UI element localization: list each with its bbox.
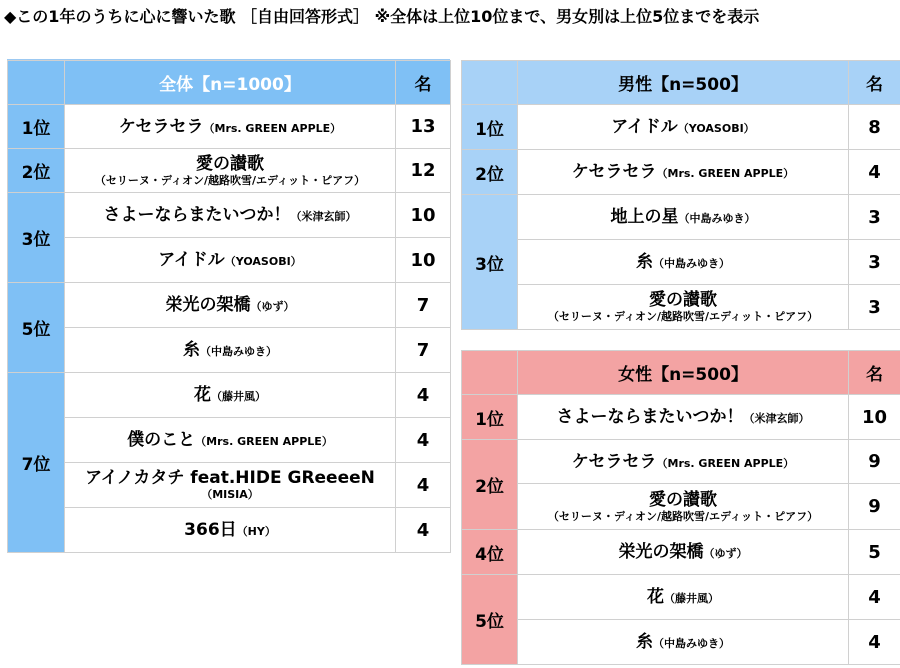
rank-header-cell (462, 351, 518, 395)
count-cell: 4 (396, 418, 451, 463)
male-ranking-table (461, 60, 900, 330)
song-title: 愛の讃歌 (196, 153, 264, 174)
count-cell: 4 (849, 150, 900, 195)
table-row (8, 463, 451, 508)
count-header: 名 (849, 351, 900, 395)
count-cell: 10 (849, 395, 900, 440)
rank-cell: 2位 (462, 150, 518, 195)
song-title: 糸 (636, 632, 653, 652)
song-title: 花 (194, 385, 211, 405)
song-title: ケセラセラ (571, 162, 657, 182)
overall-ranking-table (7, 60, 451, 553)
female-header: 女性【n=500】 (518, 351, 849, 395)
song-artist: （YOASOBI） (677, 122, 755, 135)
song-cell (518, 620, 849, 665)
song-cell (518, 484, 849, 530)
rank-cell: 7位 (8, 373, 65, 553)
table-header-row (462, 61, 900, 105)
song-title: さよーならまたいつか！ (556, 407, 744, 427)
count-header: 名 (396, 61, 451, 105)
song-title: アイドル (611, 117, 678, 137)
song-cell (65, 328, 396, 373)
count-cell: 12 (396, 149, 451, 193)
song-title: 愛の讃歌 (649, 290, 717, 310)
song-artist: （セリーヌ・ディオン/越路吹雪/エディット・ピアフ） (547, 509, 819, 523)
song-cell (65, 418, 396, 463)
table-row (462, 440, 900, 484)
table-header-row (8, 61, 451, 105)
song-artist: （Mrs. GREEN APPLE） (656, 167, 795, 180)
song-title: 僕のこと (127, 430, 196, 450)
count-cell: 3 (849, 240, 900, 285)
count-cell: 4 (396, 508, 451, 553)
count-cell: 7 (396, 328, 451, 373)
song-artist: （藤井風） (211, 390, 266, 403)
table-row (462, 105, 900, 150)
female-ranking-table (461, 350, 900, 665)
count-cell: 5 (849, 530, 900, 575)
song-artist: （中島みゆき） (653, 637, 730, 650)
rank-cell: 5位 (8, 283, 65, 373)
song-title: 愛の讃歌 (649, 489, 717, 510)
song-artist: （藤井風） (664, 592, 719, 605)
song-cell (518, 195, 849, 240)
count-header: 名 (849, 61, 900, 105)
song-cell (518, 395, 849, 440)
table-row (462, 240, 900, 285)
table-row (8, 149, 451, 193)
table-header-row (462, 351, 900, 395)
song-cell (65, 508, 396, 553)
rank-cell: 4位 (462, 530, 518, 575)
count-cell: 4 (849, 575, 900, 620)
song-artist: （ゆず） (703, 547, 748, 560)
rank-cell: 2位 (8, 149, 65, 193)
rank-cell: 1位 (462, 105, 518, 150)
rank-header-cell (8, 61, 65, 105)
count-cell: 4 (396, 373, 451, 418)
song-artist: （中島みゆき） (653, 257, 730, 270)
song-title: アイノカタチ feat.HIDE GReeeeN (85, 468, 375, 488)
song-artist: （米津玄師） (743, 412, 810, 425)
count-cell: 3 (849, 195, 900, 240)
song-artist: （HY） (236, 525, 276, 538)
rank-cell: 2位 (462, 440, 518, 530)
song-title: 花 (647, 587, 664, 607)
song-title: 糸 (183, 340, 200, 360)
count-cell: 8 (849, 105, 900, 150)
song-title: さよーならまたいつか！ (103, 205, 291, 225)
count-cell: 9 (849, 484, 900, 530)
song-cell (518, 440, 849, 484)
song-cell (65, 238, 396, 283)
table-row (462, 575, 900, 620)
song-title: 栄光の架橋 (618, 542, 704, 562)
song-cell (518, 105, 849, 150)
song-artist: （MISIA） (201, 488, 259, 501)
rank-cell: 1位 (8, 105, 65, 149)
song-cell (65, 105, 396, 149)
table-row (8, 193, 451, 238)
table-row (462, 530, 900, 575)
song-artist: （Mrs. GREEN APPLE） (656, 456, 795, 470)
song-title: 地上の星 (610, 207, 679, 227)
rank-cell: 1位 (462, 395, 518, 440)
song-artist: （セリーヌ・ディオン/越路吹雪/エディット・ピアフ） (547, 310, 819, 323)
song-artist: （YOASOBI） (224, 255, 302, 268)
table-row (8, 373, 451, 418)
count-cell: 4 (396, 463, 451, 508)
count-cell: 10 (396, 238, 451, 283)
song-title: 栄光の架橋 (165, 295, 251, 315)
song-title: ケセラセラ (118, 116, 204, 137)
table-row (462, 395, 900, 440)
count-cell: 9 (849, 440, 900, 484)
overall-header: 全体【n=1000】 (65, 61, 396, 105)
table-row (462, 484, 900, 530)
song-cell (518, 575, 849, 620)
table-row (8, 508, 451, 553)
count-cell: 7 (396, 283, 451, 328)
table-row (462, 195, 900, 240)
song-title: 糸 (636, 252, 653, 272)
song-cell (518, 150, 849, 195)
song-title: アイドル (158, 250, 225, 270)
song-artist: （Mrs. GREEN APPLE） (203, 121, 342, 135)
rank-cell: 3位 (8, 193, 65, 283)
song-cell (518, 240, 849, 285)
table-row (8, 238, 451, 283)
rank-header-cell (462, 61, 518, 105)
song-artist: （Mrs. GREEN APPLE） (195, 435, 333, 448)
table-row (462, 150, 900, 195)
table-row (462, 620, 900, 665)
count-cell: 3 (849, 285, 900, 330)
song-cell (65, 149, 396, 193)
song-title: 366日 (184, 520, 237, 540)
song-artist: （セリーヌ・ディオン/越路吹雪/エディット・ピアフ） (94, 173, 366, 187)
song-artist: （中島みゆき） (678, 212, 756, 225)
table-row (8, 105, 451, 149)
rank-cell: 5位 (462, 575, 518, 665)
song-cell (518, 285, 849, 330)
song-artist: （ゆず） (250, 300, 295, 313)
song-cell (65, 193, 396, 238)
song-cell (65, 373, 396, 418)
count-cell: 10 (396, 193, 451, 238)
song-artist: （中島みゆき） (200, 345, 277, 358)
song-cell (65, 463, 396, 508)
count-cell: 13 (396, 105, 451, 149)
male-header: 男性【n=500】 (518, 61, 849, 105)
song-cell (518, 530, 849, 575)
song-artist: （米津玄師） (290, 210, 357, 223)
table-row (8, 418, 451, 463)
song-title: ケセラセラ (571, 451, 657, 472)
table-row (462, 285, 900, 330)
song-cell (65, 283, 396, 328)
table-row (8, 328, 451, 373)
table-row (8, 283, 451, 328)
rank-cell: 3位 (462, 195, 518, 330)
page-title: ◆この1年のうちに心に響いた歌 ［自由回答形式］ ※全体は上位10位まで、男女別は上位5位までを表示 (4, 7, 760, 26)
count-cell: 4 (849, 620, 900, 665)
